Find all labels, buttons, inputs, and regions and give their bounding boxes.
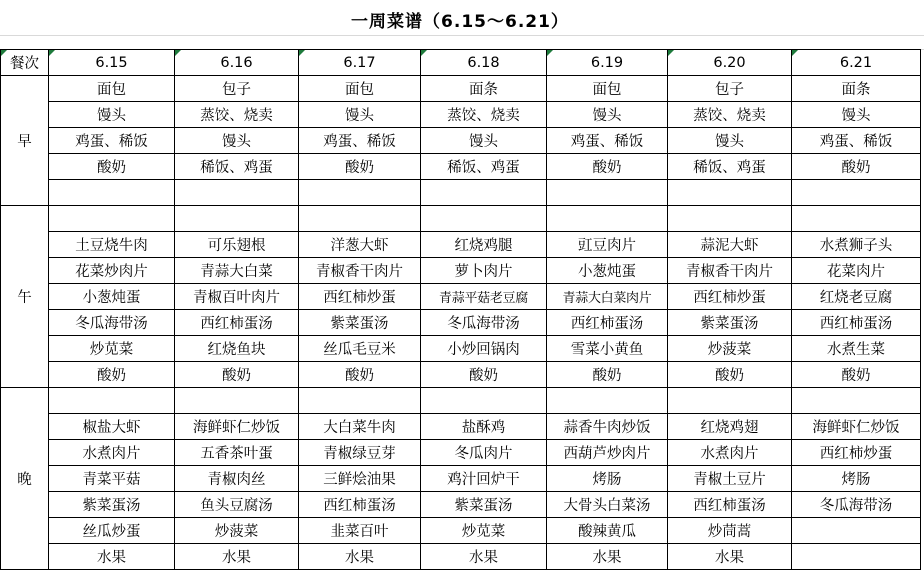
dish-cell: 包子 xyxy=(668,76,792,102)
dish-cell: 西红柿蛋汤 xyxy=(175,310,299,336)
dish-cell: 丝瓜炒蛋 xyxy=(49,518,175,544)
empty-cell xyxy=(421,180,547,206)
dish-cell: 酸奶 xyxy=(299,154,421,180)
empty-cell xyxy=(421,388,547,414)
empty-cell xyxy=(49,180,175,206)
menu-row xyxy=(1,154,921,180)
dish-cell: 青椒肉丝 xyxy=(175,466,299,492)
dish-cell: 水果 xyxy=(49,544,175,570)
dish-cell: 鸡蛋、稀饭 xyxy=(49,128,175,154)
dish-cell: 海鲜虾仁炒饭 xyxy=(175,414,299,440)
dish-cell: 酸奶 xyxy=(49,154,175,180)
empty-cell xyxy=(421,206,547,232)
dish-cell: 馒头 xyxy=(547,102,668,128)
dish-cell: 馒头 xyxy=(299,102,421,128)
dish-cell: 紫菜蛋汤 xyxy=(421,492,547,518)
dish-cell: 花菜炒肉片 xyxy=(49,258,175,284)
menu-table xyxy=(0,49,921,570)
spacer-row xyxy=(0,35,924,50)
dish-cell: 水果 xyxy=(547,544,668,570)
dish-cell: 蒸饺、烧卖 xyxy=(421,102,547,128)
date-header: 6.17 xyxy=(299,50,421,76)
dish-cell: 冬瓜海带汤 xyxy=(792,492,921,518)
dish-cell: 青蒜大白菜 xyxy=(175,258,299,284)
menu-row xyxy=(1,128,921,154)
dish-cell: 稀饭、鸡蛋 xyxy=(668,154,792,180)
dish-cell: 韭菜百叶 xyxy=(299,518,421,544)
dish-cell: 水煮狮子头 xyxy=(792,232,921,258)
dish-cell: 洋葱大虾 xyxy=(299,232,421,258)
dish-cell: 丝瓜毛豆米 xyxy=(299,336,421,362)
meal-label: 早 xyxy=(1,76,49,206)
menu-row xyxy=(1,544,921,570)
date-header: 6.21 xyxy=(792,50,921,76)
empty-cell xyxy=(547,206,668,232)
empty-cell xyxy=(547,388,668,414)
dish-cell: 青蒜平菇老豆腐 xyxy=(421,284,547,310)
dish-cell: 红烧老豆腐 xyxy=(792,284,921,310)
menu-row xyxy=(1,76,921,102)
dish-cell: 水煮肉片 xyxy=(49,440,175,466)
dish-cell: 酸奶 xyxy=(792,362,921,388)
empty-cell xyxy=(792,206,921,232)
dish-cell: 花菜肉片 xyxy=(792,258,921,284)
dish-cell: 青椒土豆片 xyxy=(668,466,792,492)
dish-cell: 鱼头豆腐汤 xyxy=(175,492,299,518)
dish-cell: 烤肠 xyxy=(547,466,668,492)
empty-cell xyxy=(175,206,299,232)
dish-cell: 蒸饺、烧卖 xyxy=(175,102,299,128)
empty-cell xyxy=(49,388,175,414)
dish-cell: 馒头 xyxy=(792,102,921,128)
dish-cell: 紫菜蛋汤 xyxy=(299,310,421,336)
dish-cell: 可乐翅根 xyxy=(175,232,299,258)
dish-cell: 豇豆肉片 xyxy=(547,232,668,258)
dish-cell: 盐酥鸡 xyxy=(421,414,547,440)
dish-cell: 炒菠菜 xyxy=(668,336,792,362)
empty-cell xyxy=(49,206,175,232)
dish-cell: 红烧鸡翅 xyxy=(668,414,792,440)
dish-cell: 水煮生菜 xyxy=(792,336,921,362)
dish-cell: 青椒香干肉片 xyxy=(668,258,792,284)
dish-cell: 西红柿蛋汤 xyxy=(547,310,668,336)
dish-cell: 青蒜大白菜肉片 xyxy=(547,284,668,310)
dish-cell: 面包 xyxy=(49,76,175,102)
date-header: 6.19 xyxy=(547,50,668,76)
empty-cell xyxy=(668,388,792,414)
dish-cell: 馒头 xyxy=(49,102,175,128)
dish-cell: 鸡汁回炉干 xyxy=(421,466,547,492)
menu-row xyxy=(1,466,921,492)
meal-label: 午 xyxy=(1,206,49,388)
empty-cell xyxy=(299,388,421,414)
blank-row xyxy=(1,180,921,206)
dish-cell: 小炒回锅肉 xyxy=(421,336,547,362)
dish-cell: 酸奶 xyxy=(668,362,792,388)
menu-row xyxy=(1,336,921,362)
dish-cell: 馒头 xyxy=(421,128,547,154)
dish-cell: 酸奶 xyxy=(421,362,547,388)
menu-title: 一周菜谱（6.15～6.21） xyxy=(351,12,569,32)
dish-cell: 酸奶 xyxy=(175,362,299,388)
dish-cell: 鸡蛋、稀饭 xyxy=(547,128,668,154)
dish-cell: 大白菜牛肉 xyxy=(299,414,421,440)
menu-row xyxy=(1,518,921,544)
dish-cell: 烤肠 xyxy=(792,466,921,492)
dish-cell: 蒸饺、烧卖 xyxy=(668,102,792,128)
dish-cell: 椒盐大虾 xyxy=(49,414,175,440)
blank-row xyxy=(1,206,921,232)
dish-cell: 西红柿炒蛋 xyxy=(668,284,792,310)
dish-cell: 炒苋菜 xyxy=(49,336,175,362)
dish-cell xyxy=(792,544,921,570)
dish-cell: 三鲜烩油果 xyxy=(299,466,421,492)
dish-cell: 鸡蛋、稀饭 xyxy=(792,128,921,154)
dish-cell: 水煮肉片 xyxy=(668,440,792,466)
dish-cell: 水果 xyxy=(299,544,421,570)
dish-cell: 面包 xyxy=(299,76,421,102)
dish-cell: 鸡蛋、稀饭 xyxy=(299,128,421,154)
dish-cell: 酸奶 xyxy=(299,362,421,388)
empty-cell xyxy=(175,388,299,414)
dish-cell: 土豆烧牛肉 xyxy=(49,232,175,258)
dish-cell: 酸奶 xyxy=(792,154,921,180)
dish-cell: 面条 xyxy=(421,76,547,102)
menu-row xyxy=(1,414,921,440)
dish-cell: 雪菜小黄鱼 xyxy=(547,336,668,362)
dish-cell: 大骨头白菜汤 xyxy=(547,492,668,518)
dish-cell: 水果 xyxy=(421,544,547,570)
dish-cell: 青菜平菇 xyxy=(49,466,175,492)
dish-cell: 包子 xyxy=(175,76,299,102)
dish-cell: 水果 xyxy=(175,544,299,570)
dish-cell: 馒头 xyxy=(175,128,299,154)
title-row xyxy=(0,0,924,36)
menu-row xyxy=(1,310,921,336)
dish-cell: 西红柿蛋汤 xyxy=(299,492,421,518)
menu-row xyxy=(1,362,921,388)
dish-cell: 冬瓜肉片 xyxy=(421,440,547,466)
date-header: 6.16 xyxy=(175,50,299,76)
menu-row xyxy=(1,440,921,466)
empty-cell xyxy=(299,206,421,232)
dish-cell: 西红柿炒蛋 xyxy=(792,440,921,466)
dish-cell: 蒜香牛肉炒饭 xyxy=(547,414,668,440)
dish-cell: 紫菜蛋汤 xyxy=(49,492,175,518)
dish-cell: 面包 xyxy=(547,76,668,102)
menu-row xyxy=(1,232,921,258)
empty-cell xyxy=(668,206,792,232)
dish-cell xyxy=(792,518,921,544)
dish-cell: 蒜泥大虾 xyxy=(668,232,792,258)
dish-cell: 红烧鱼块 xyxy=(175,336,299,362)
dish-cell: 炒茼蒿 xyxy=(668,518,792,544)
dish-cell: 水果 xyxy=(668,544,792,570)
header-row xyxy=(1,50,921,76)
dish-cell: 萝卜肉片 xyxy=(421,258,547,284)
dish-cell: 酸奶 xyxy=(547,362,668,388)
dish-cell: 小葱炖蛋 xyxy=(49,284,175,310)
dish-cell: 馒头 xyxy=(668,128,792,154)
date-header: 6.18 xyxy=(421,50,547,76)
dish-cell: 西红柿炒蛋 xyxy=(299,284,421,310)
dish-cell: 稀饭、鸡蛋 xyxy=(421,154,547,180)
dish-cell: 面条 xyxy=(792,76,921,102)
dish-cell: 紫菜蛋汤 xyxy=(668,310,792,336)
dish-cell: 青椒绿豆芽 xyxy=(299,440,421,466)
dish-cell: 炒菠菜 xyxy=(175,518,299,544)
empty-cell xyxy=(547,180,668,206)
dish-cell: 西红柿蛋汤 xyxy=(792,310,921,336)
dish-cell: 西红柿蛋汤 xyxy=(668,492,792,518)
empty-cell xyxy=(792,180,921,206)
dish-cell: 青椒百叶肉片 xyxy=(175,284,299,310)
dish-cell: 青椒香干肉片 xyxy=(299,258,421,284)
dish-cell: 五香茶叶蛋 xyxy=(175,440,299,466)
menu-row xyxy=(1,102,921,128)
meal-label: 晚 xyxy=(1,388,49,570)
dish-cell: 西葫芦炒肉片 xyxy=(547,440,668,466)
meal-header-label: 餐次 xyxy=(1,50,49,76)
menu-row xyxy=(1,284,921,310)
dish-cell: 红烧鸡腿 xyxy=(421,232,547,258)
dish-cell: 酸辣黄瓜 xyxy=(547,518,668,544)
dish-cell: 炒苋菜 xyxy=(421,518,547,544)
dish-cell: 海鲜虾仁炒饭 xyxy=(792,414,921,440)
date-header: 6.20 xyxy=(668,50,792,76)
dish-cell: 冬瓜海带汤 xyxy=(421,310,547,336)
menu-row xyxy=(1,258,921,284)
dish-cell: 冬瓜海带汤 xyxy=(49,310,175,336)
dish-cell: 稀饭、鸡蛋 xyxy=(175,154,299,180)
dish-cell: 酸奶 xyxy=(547,154,668,180)
dish-cell: 小葱炖蛋 xyxy=(547,258,668,284)
empty-cell xyxy=(668,180,792,206)
empty-cell xyxy=(299,180,421,206)
menu-row xyxy=(1,492,921,518)
blank-row xyxy=(1,388,921,414)
empty-cell xyxy=(175,180,299,206)
empty-cell xyxy=(792,388,921,414)
date-header: 6.15 xyxy=(49,50,175,76)
dish-cell: 酸奶 xyxy=(49,362,175,388)
